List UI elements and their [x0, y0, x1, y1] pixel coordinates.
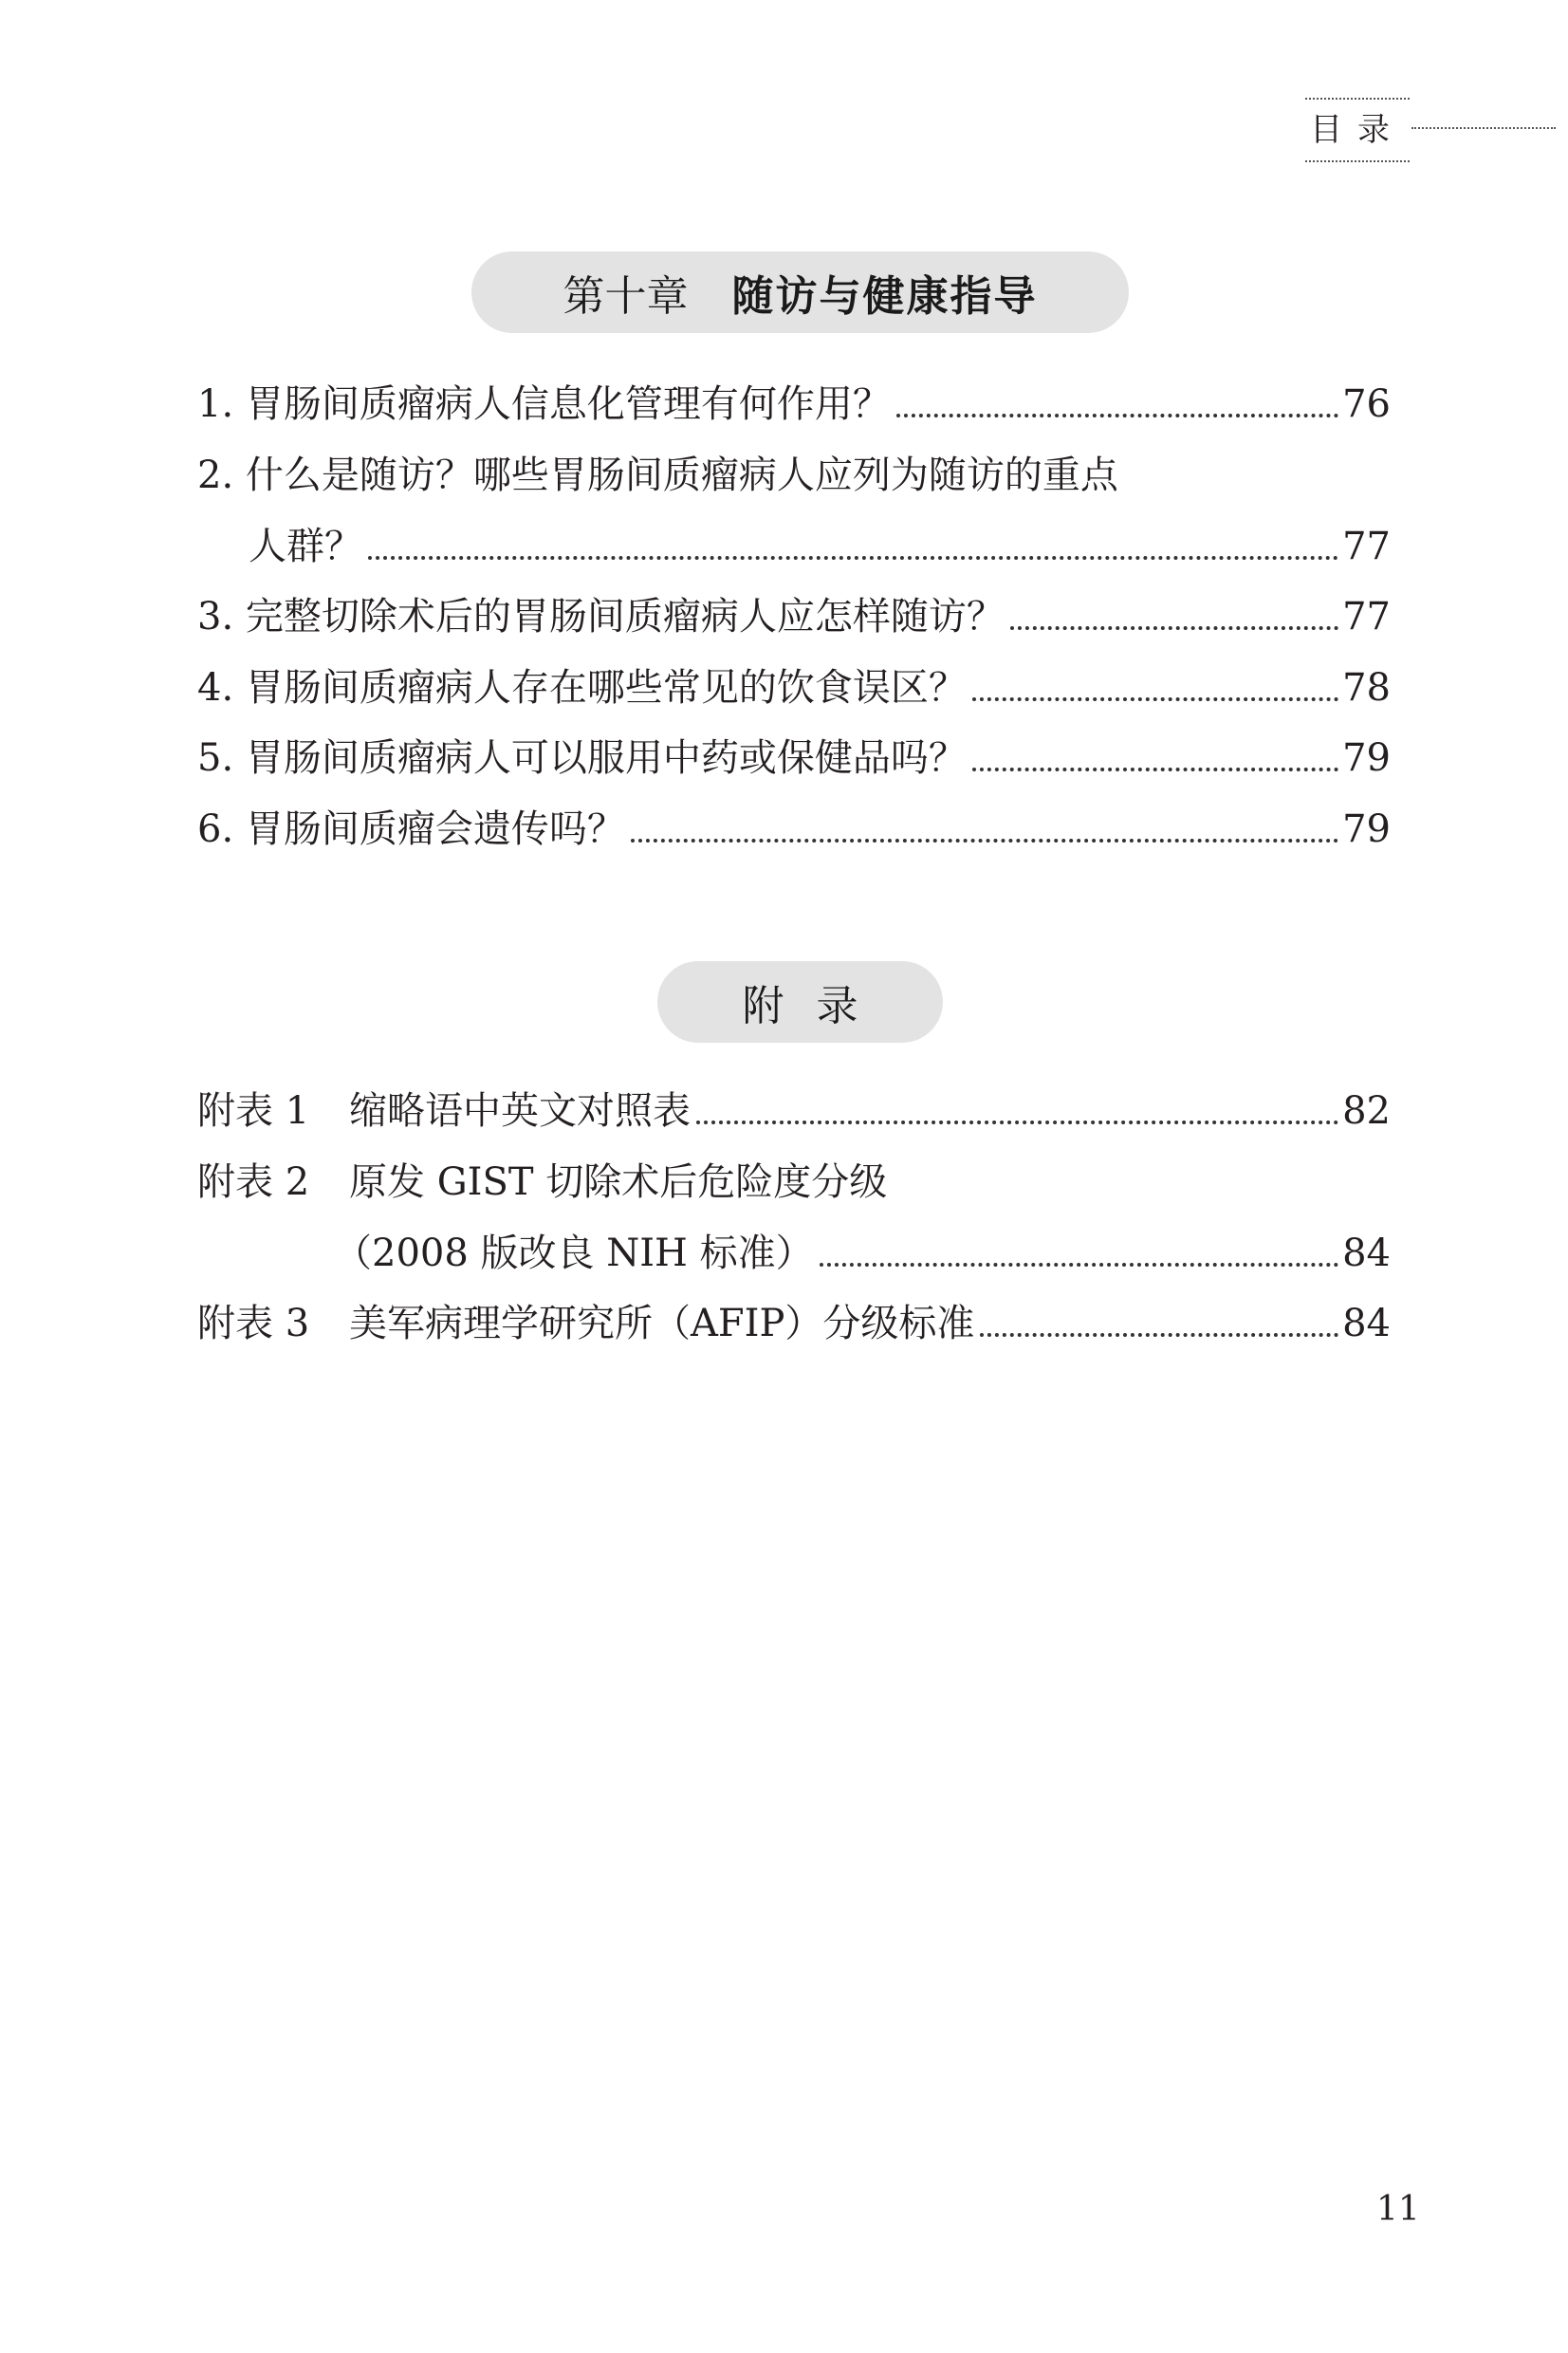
- chapter-heading: [471, 251, 1129, 333]
- entry-number: 1.: [197, 382, 234, 426]
- toc-entry-2[interactable]: [197, 449, 1391, 502]
- toc-entry-6[interactable]: [197, 803, 1391, 856]
- entry-page: 79: [1342, 736, 1391, 780]
- chapter-number: 第十章: [563, 272, 689, 321]
- entry-page: 77: [1342, 595, 1391, 639]
- entry-text-continued: 人群？: [249, 525, 362, 568]
- entry-text: 胃肠间质瘤病人存在哪些常见的饮食误区？: [245, 666, 967, 710]
- entry-number: 3.: [197, 595, 234, 639]
- running-head: 目录: [1305, 98, 1410, 162]
- appendix-label: 附表 1: [197, 1089, 310, 1133]
- entry-text: 胃肠间质瘤会遗传吗？: [245, 807, 625, 851]
- entry-page: 76: [1342, 382, 1391, 426]
- dot-leader: [980, 1333, 1338, 1337]
- toc-entry-4[interactable]: [197, 661, 1391, 714]
- toc-entry-5[interactable]: [197, 732, 1391, 785]
- dot-leader: [696, 1121, 1338, 1124]
- appendix-entry-2-continued[interactable]: [334, 1227, 1391, 1280]
- entry-page: 79: [1342, 807, 1391, 851]
- dot-leader: [820, 1263, 1338, 1267]
- appendix-heading: [657, 961, 943, 1043]
- dot-leader: [972, 768, 1338, 771]
- entry-text: 原发 GIST 切除术后危险度分级: [349, 1160, 888, 1204]
- appendix-title: 附录: [742, 982, 891, 1030]
- dot-leader: [896, 414, 1338, 417]
- toc-entry-1[interactable]: [197, 378, 1391, 431]
- appendix-entry-1[interactable]: [197, 1084, 1391, 1138]
- entry-page: 84: [1342, 1232, 1391, 1275]
- entry-number: 6.: [197, 807, 234, 851]
- entry-text: 美军病理学研究所（AFIP）分级标准: [349, 1302, 975, 1345]
- entry-number: 5.: [197, 736, 234, 780]
- entry-page: 82: [1342, 1089, 1391, 1133]
- entry-text: 完整切除术后的胃肠间质瘤病人应怎样随访？: [245, 595, 1005, 639]
- entry-text: 什么是随访？哪些胃肠间质瘤病人应列为随访的重点: [245, 454, 1118, 497]
- appendix-entry-2[interactable]: [197, 1156, 1391, 1209]
- entry-number: 4.: [197, 666, 234, 710]
- dot-leader: [631, 839, 1338, 843]
- toc-entry-2-continued[interactable]: [249, 520, 1391, 573]
- toc-entry-3[interactable]: [197, 590, 1391, 643]
- dot-leader: [972, 697, 1338, 701]
- entry-page: 84: [1342, 1302, 1391, 1345]
- page-number: 11: [1376, 2190, 1420, 2229]
- appendix-label: 附表 2: [197, 1160, 310, 1204]
- entry-text: 缩略语中英文对照表: [349, 1089, 691, 1133]
- appendix-entry-3[interactable]: [197, 1297, 1391, 1350]
- appendix-label: 附表 3: [197, 1302, 310, 1345]
- running-head-rule: [1411, 127, 1556, 129]
- entry-text: 胃肠间质瘤病人可以服用中药或保健品吗？: [245, 736, 967, 780]
- entry-text-continued: （2008 版改良 NIH 标准）: [334, 1232, 814, 1275]
- entry-text: 胃肠间质瘤病人信息化管理有何作用？: [245, 382, 891, 426]
- entry-number: 2.: [197, 454, 234, 497]
- chapter-title: 随访与健康指导: [731, 272, 1038, 321]
- dot-leader: [368, 556, 1338, 560]
- dot-leader: [1010, 626, 1338, 630]
- entry-page: 78: [1342, 666, 1391, 710]
- entry-page: 77: [1342, 525, 1391, 568]
